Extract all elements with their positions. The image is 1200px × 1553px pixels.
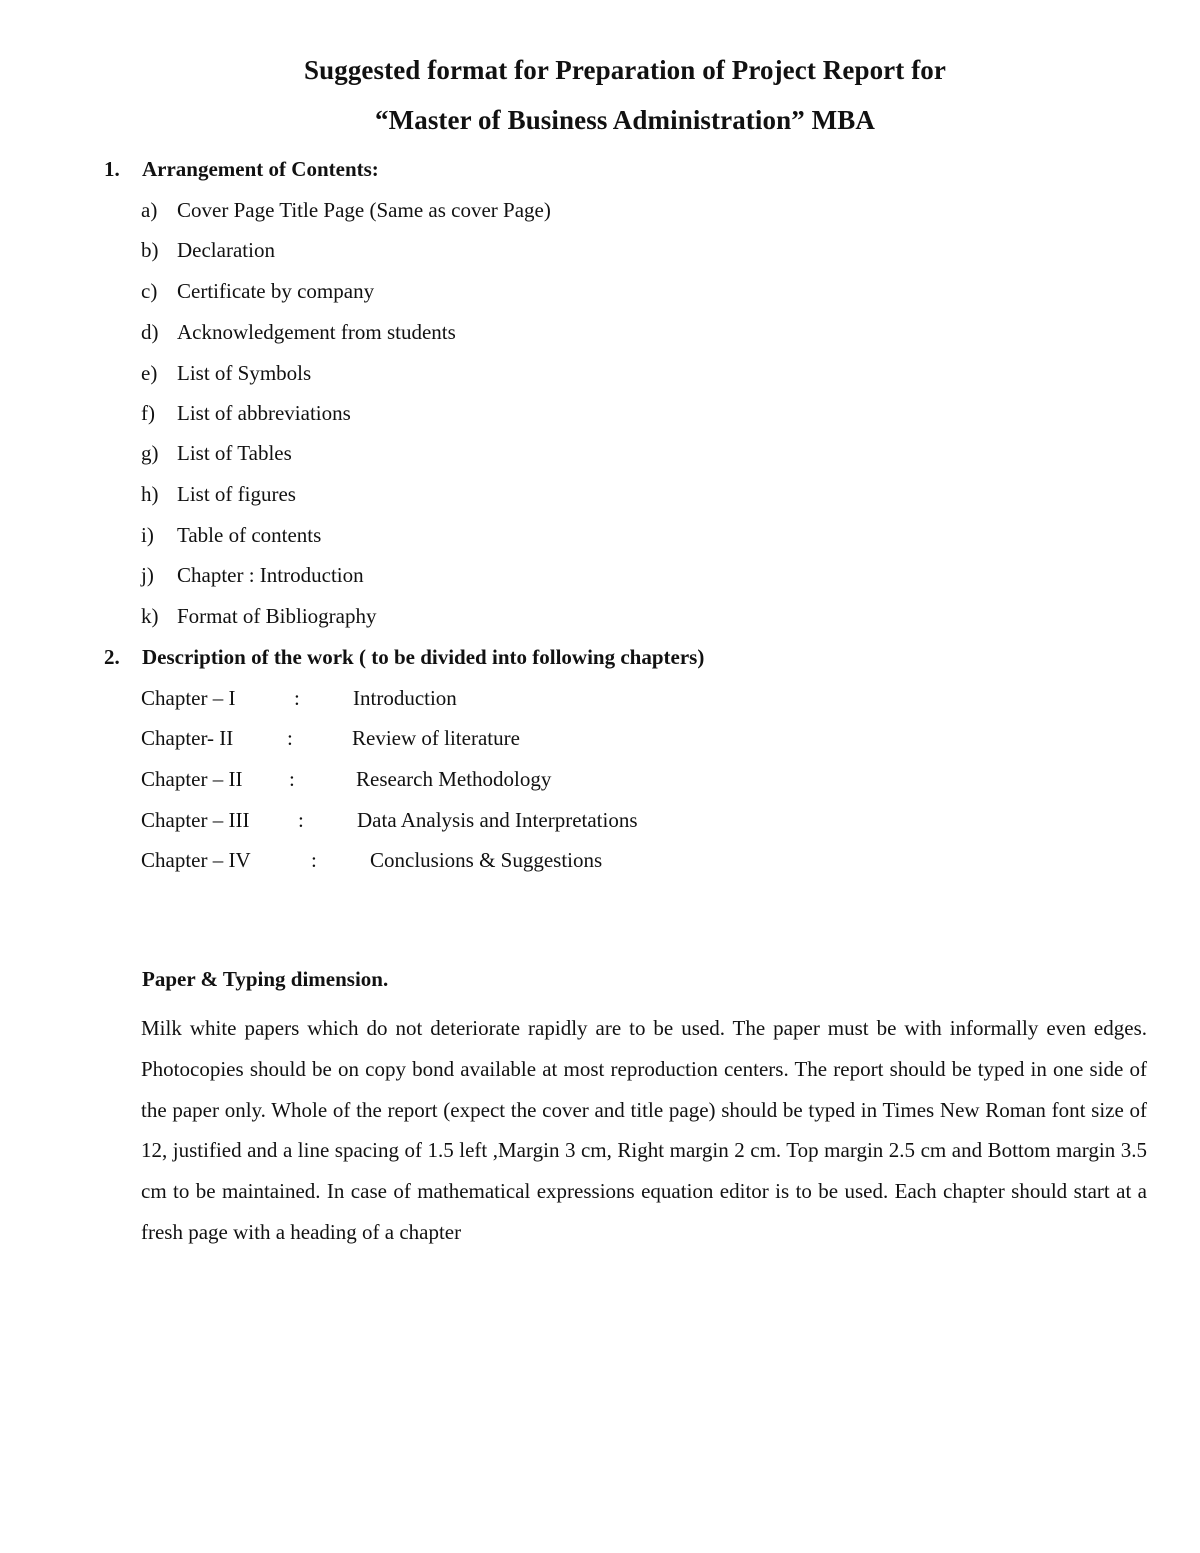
list-item-marker: k) <box>141 604 159 628</box>
list-item-marker: e) <box>141 361 158 385</box>
list-item-marker: b) <box>141 238 159 262</box>
chapter-label: Chapter – II <box>141 767 243 791</box>
chapter-label: Chapter – I <box>141 686 236 710</box>
chapter-separator: : <box>311 848 317 872</box>
chapter-title: Conclusions & Suggestions <box>370 848 603 872</box>
list-item <box>141 279 374 309</box>
paper-typing-paragraph: Milk white papers which do not deteriorate rapidly are to be used. The paper must be with informally even edges. Photocopies should be on copy bond available at most reproduction centers. The report should be typed in one side of the paper only. Whole of the report (expect the cover and title page) should be typed in Times New Roman font size of 12, justified and a line spacing of 1.5 left ,Margin 3 cm, Right margin 2 cm. Top margin 2.5 cm and Bottom margin 3.5 cm to be maintained. In case of mathematical expressions equation editor is to be used. Each chapter should start at a fresh page with a heading of a chapter <box>141 1016 1147 1244</box>
list-item <box>141 238 275 268</box>
list-item-marker: a) <box>141 198 158 222</box>
list-item-text: List of Symbols <box>177 361 312 385</box>
chapter-separator: : <box>287 726 293 750</box>
list-item-marker: f) <box>141 401 155 425</box>
list-item-text: Declaration <box>177 238 275 262</box>
list-item-text: Table of contents <box>177 523 322 547</box>
chapter-separator: : <box>294 686 300 710</box>
document-title-line-2: “Master of Business Administration” MBA <box>375 105 875 135</box>
list-item-text: List of abbreviations <box>177 401 351 425</box>
list-item <box>141 441 292 471</box>
list-item-text: Certificate by company <box>177 279 375 303</box>
chapter-title: Review of literature <box>352 726 520 750</box>
section-2-heading: Description of the work ( to be divided into following chapters) <box>142 645 705 669</box>
list-item-text: Format of Bibliography <box>177 604 377 628</box>
list-item-text: Acknowledgement from students <box>177 320 456 344</box>
list-item-text: List of Tables <box>177 441 292 465</box>
paper-typing-heading: Paper & Typing dimension. <box>142 967 389 991</box>
chapter-title: Introduction <box>353 686 457 710</box>
list-item <box>141 198 551 228</box>
list-item-marker: d) <box>141 320 159 344</box>
list-item-marker: i) <box>141 523 154 547</box>
list-item-marker: h) <box>141 482 159 506</box>
section-1-number: 1. <box>104 157 120 181</box>
chapter-title: Research Methodology <box>356 767 552 791</box>
list-item <box>141 563 364 593</box>
list-item <box>141 523 321 553</box>
chapter-title: Data Analysis and Interpretations <box>357 808 638 832</box>
list-item <box>141 482 296 512</box>
list-item <box>141 604 376 634</box>
document-title-line-1: Suggested format for Preparation of Project Report for <box>304 55 946 85</box>
chapter-separator: : <box>298 808 304 832</box>
section-2-number: 2. <box>104 645 120 669</box>
list-item-marker: j) <box>141 563 154 587</box>
list-item-text: Cover Page Title Page (Same as cover Page) <box>177 198 551 222</box>
list-item <box>141 320 456 350</box>
section-1-heading: Arrangement of Contents: <box>142 157 379 181</box>
chapter-label: Chapter- II <box>141 726 234 750</box>
list-item <box>141 361 311 391</box>
chapter-label: Chapter – IV <box>141 848 251 872</box>
list-item-marker: c) <box>141 279 158 303</box>
list-item <box>141 401 351 431</box>
list-item-text: List of figures <box>177 482 296 506</box>
chapter-label: Chapter – III <box>141 808 250 832</box>
chapter-separator: : <box>289 767 295 791</box>
list-item-text: Chapter : Introduction <box>177 563 364 587</box>
list-item-marker: g) <box>141 441 159 465</box>
